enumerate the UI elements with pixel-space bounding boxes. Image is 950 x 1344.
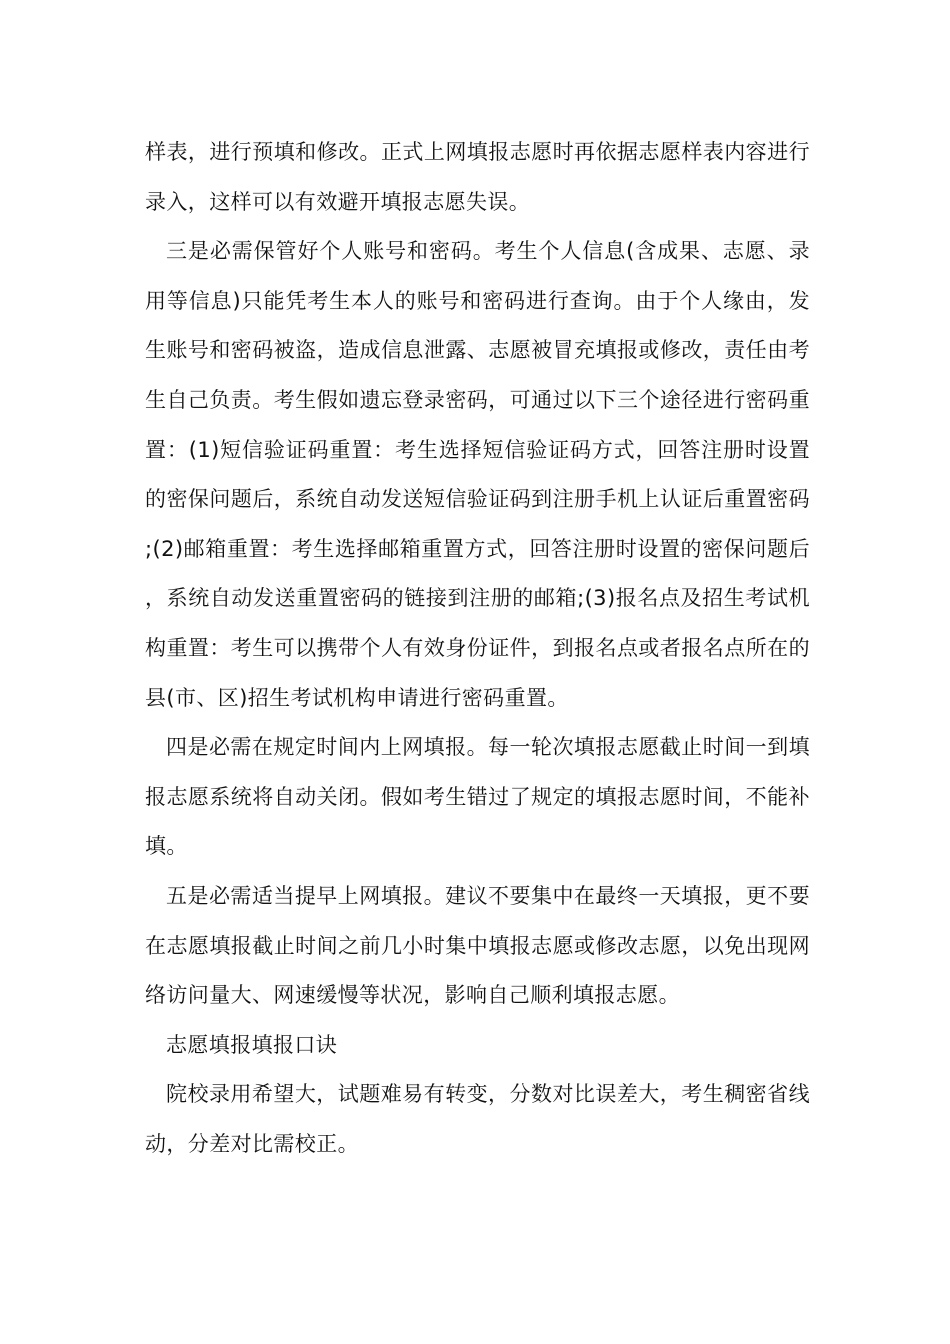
document-body (145, 128, 810, 1169)
paragraph-continuation: 样表，进行预填和修改。正式上网填报志愿时再依据志愿样表内容进行录入，这样可以有效避开填报志愿失误。 (145, 140, 810, 214)
paragraph-early-filing: 五是必需适当提早上网填报。建议不要集中在最终一天填报，更不要在志愿填报截止时间之前几小时集中填报志愿或修改志愿，以免出现网络访问量大、网速缓慢等状况，影响自己顺利填报志愿。 (145, 883, 810, 1008)
paragraph-account-security: 三是必需保管好个人账号和密码。考生个人信息(含成果、志愿、录用等信息)只能凭考生本人的账号和密码进行查询。由于个人缘由，发生账号和密码被盗，造成信息泄露、志愿被冒充填报或修改，责任由考生自己负责。考生假如遗忘登录密码，可通过以下三个途径进行密码重置：(1)短信验证码重置：考生选择短信验证码方式，回答注册时设置的密保问题后，系统自动发送短信验证码到注册手机上认证后重置密码;(2)邮箱重置：考生选择邮箱重置方式，回答注册时设置的密保问题后，系统自动发送重置密码的链接到注册的邮箱;(3)报名点及招生考试机构重置：考生可以携带个人有效身份证件，到报名点或者报名点所在的县(市、区)招生考试机构申请进行密码重置。 (145, 239, 810, 710)
section-heading-tips: 志愿填报填报口诀 (166, 1032, 338, 1057)
paragraph-tips: 院校录用希望大，试题难易有转变，分数对比误差大，考生稠密省线动，分差对比需校正。 (145, 1082, 810, 1156)
paragraph-deadline: 四是必需在规定时间内上网填报。每一轮次填报志愿截止时间一到填报志愿系统将自动关闭。假如考生错过了规定的填报志愿时间，不能补填。 (145, 735, 810, 859)
